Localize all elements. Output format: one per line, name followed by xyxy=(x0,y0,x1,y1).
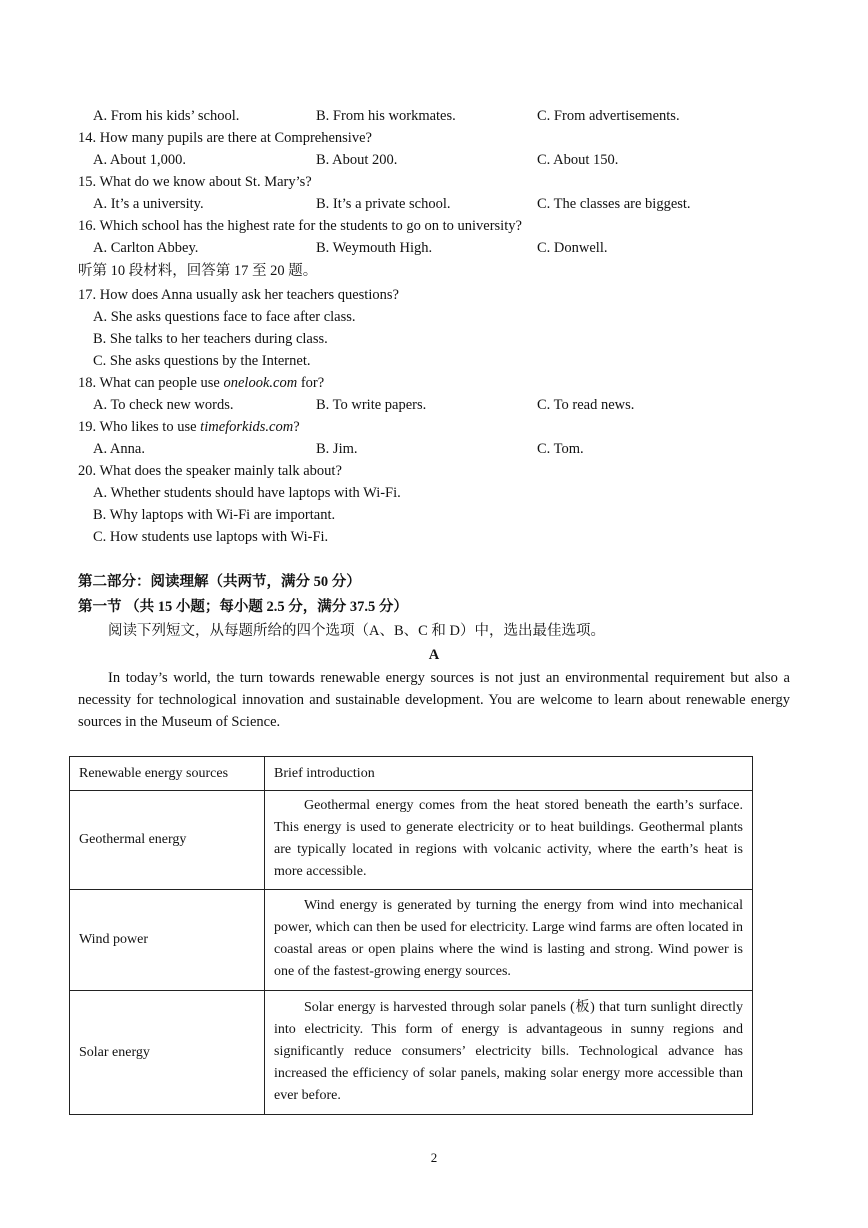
energy-description: Wind energy is generated by turning the energy from wind into mechanical power, which can then be used for electricity. Large wind farms are often located in coastal areas or open plains where the wind is lasting and strong. Wind power is one of the fastest-growing energy sources. xyxy=(265,890,753,991)
q14-stem: 14. How many pupils are there at Comprehensive? xyxy=(78,130,372,146)
q17-option-a: A. She asks questions face to face after class. xyxy=(93,309,356,325)
q19-stem: 19. Who likes to use timeforkids.com? xyxy=(78,419,300,435)
part2-title: 第二部分：阅读理解（共两节，满分 50 分） xyxy=(78,574,361,590)
table-row xyxy=(70,890,753,991)
page-number: 2 xyxy=(430,1150,438,1165)
energy-name: Wind power xyxy=(70,890,265,991)
q16-stem: 16. Which school has the highest rate for the students to go on to university? xyxy=(78,218,522,234)
q18-option-a: A. To check new words. xyxy=(93,397,234,413)
q14-option-b: B. About 200. xyxy=(316,152,398,168)
reading-instructions: 阅读下列短文，从每题所给的四个选项（A、B、C 和 D）中，选出最佳选项。 xyxy=(108,623,606,639)
table-header-intro: Brief introduction xyxy=(265,757,753,791)
table-row xyxy=(70,791,753,890)
passage-label: A xyxy=(428,647,440,663)
material-10-instruction: 听第 10 段材料，回答第 17 至 20 题。 xyxy=(78,263,318,279)
q16-option-c: C. Donwell. xyxy=(537,240,608,256)
q13-option-a: A. From his kids’ school. xyxy=(93,108,240,124)
q19-option-a: A. Anna. xyxy=(93,441,145,457)
energy-description: Solar energy is harvested through solar panels (板) that turn sunlight directly into electricity. This form of energy is advantageous in sunny regions and significantly reduce consumers’ electricity bills. Technological advance has increased the efficiency of solar panels, making solar energy more accessible than ever before. xyxy=(265,991,753,1115)
q13-option-c: C. From advertisements. xyxy=(537,108,680,124)
q13-option-b: B. From his workmates. xyxy=(316,108,456,124)
energy-description: Geothermal energy comes from the heat stored beneath the earth’s surface. This energy is used to generate electricity or to heat buildings. Geothermal plants are typically located in regions with volcanic activity, where the earth’s heat is more accessible. xyxy=(265,791,753,890)
q14-option-c: C. About 150. xyxy=(537,152,619,168)
q16-option-b: B. Weymouth High. xyxy=(316,240,433,256)
q19-option-c: C. Tom. xyxy=(537,441,584,457)
table-header-source: Renewable energy sources xyxy=(70,757,265,791)
q17-option-b: B. She talks to her teachers during class. xyxy=(93,331,328,347)
q20-option-b: B. Why laptops with Wi-Fi are important. xyxy=(93,507,336,523)
q20-stem: 20. What does the speaker mainly talk about? xyxy=(78,463,342,479)
passage-intro: In today’s world, the turn towards renewable energy sources is not just an environmental requirement but also a necessity for technological innovation and sustainable development. You are welcome to learn about renewable energy sources in the Museum of Science. xyxy=(78,670,790,730)
q17-option-c: C. She asks questions by the Internet. xyxy=(93,353,311,369)
q14-option-a: A. About 1,000. xyxy=(93,152,187,168)
q18-option-c: C. To read news. xyxy=(537,397,635,413)
energy-name: Geothermal energy xyxy=(70,791,265,890)
table-row xyxy=(70,991,753,1115)
q20-option-a: A. Whether students should have laptops with Wi-Fi. xyxy=(93,485,401,501)
q18-option-b: B. To write papers. xyxy=(316,397,427,413)
energy-sources-table xyxy=(69,756,753,1115)
q15-option-c: C. The classes are biggest. xyxy=(537,196,691,212)
table-header-row xyxy=(70,757,753,791)
q19-option-b: B. Jim. xyxy=(316,441,358,457)
q18-stem: 18. What can people use onelook.com for? xyxy=(78,375,325,391)
q15-stem: 15. What do we know about St. Mary’s? xyxy=(78,174,312,190)
q17-stem: 17. How does Anna usually ask her teachers questions? xyxy=(78,287,399,303)
section1-title: 第一节 （共 15 小题；每小题 2.5 分，满分 37.5 分） xyxy=(78,599,408,615)
energy-name: Solar energy xyxy=(70,991,265,1115)
q16-option-a: A. Carlton Abbey. xyxy=(93,240,199,256)
q20-option-c: C. How students use laptops with Wi-Fi. xyxy=(93,529,329,545)
q15-option-b: B. It’s a private school. xyxy=(316,196,451,212)
q15-option-a: A. It’s a university. xyxy=(93,196,204,212)
